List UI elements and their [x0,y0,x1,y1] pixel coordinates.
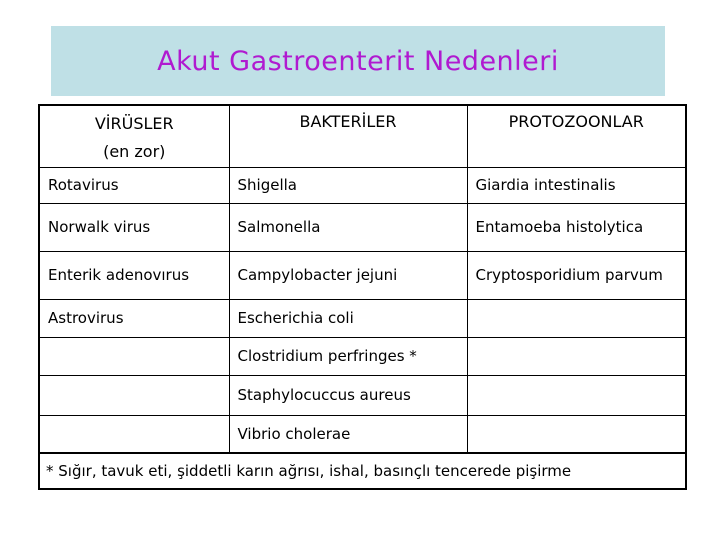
cell-protozoa [467,299,686,337]
header-row [39,105,686,167]
header-viruses-label: VİRÜSLER [94,114,174,133]
table-row [39,299,686,337]
cell-protozoa: Cryptosporidium parvum [467,251,686,299]
cell-bacteria: Escherichia coli [229,299,467,337]
cell-protozoa: Giardia intestinalis [467,167,686,203]
table-row [39,337,686,375]
header-viruses [39,105,229,167]
page-title: Akut Gastroenterit Nedenleri [157,45,559,77]
cell-protozoa: Entamoeba histolytica [467,203,686,251]
table-row [39,203,686,251]
cell-virus: Enterik adenovırus [39,251,229,299]
cell-virus [39,337,229,375]
cell-protozoa [467,375,686,415]
table-row [39,415,686,453]
cell-virus: Astrovirus [39,299,229,337]
cell-virus: Norwalk virus [39,203,229,251]
cell-virus: Rotavirus [39,167,229,203]
title-banner [51,26,665,96]
footnote-row [39,453,686,489]
header-viruses-note: (en zor) [103,142,166,161]
cell-virus [39,415,229,453]
table-row [39,167,686,203]
footnote: * Sığır, tavuk eti, şiddetli karın ağrısı, ishal, basınçlı tencerede pişirme [39,453,686,489]
cell-protozoa [467,415,686,453]
header-protozoa: PROTOZOONLAR [467,105,686,167]
cell-bacteria: Salmonella [229,203,467,251]
table-row [39,251,686,299]
cell-bacteria: Clostridium perfringes * [229,337,467,375]
cell-virus [39,375,229,415]
header-bacteria: BAKTERİLER [229,105,467,167]
cell-bacteria: Campylobacter jejuni [229,251,467,299]
cell-protozoa [467,337,686,375]
cell-bacteria: Shigella [229,167,467,203]
cell-bacteria: Vibrio cholerae [229,415,467,453]
cell-bacteria: Staphylocuccus aureus [229,375,467,415]
table-row [39,375,686,415]
causes-table [38,104,687,490]
